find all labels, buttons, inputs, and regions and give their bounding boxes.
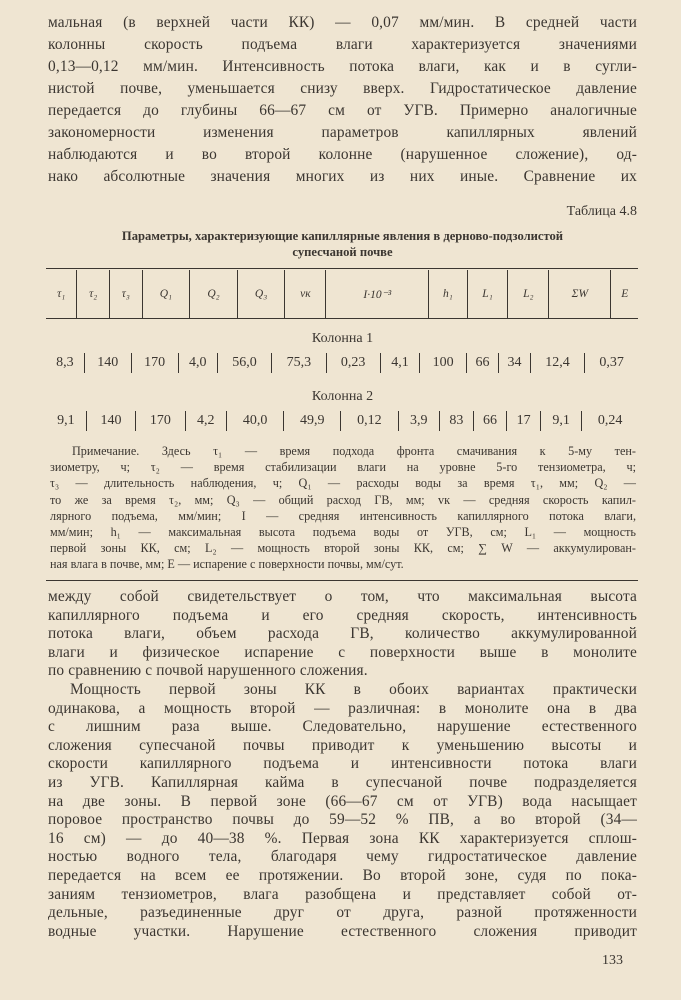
text-line: капиллярного подъема и его средняя скорость, интенсивность: [48, 606, 637, 624]
column-header: τ₃: [109, 270, 142, 318]
table-cell: 66: [473, 411, 507, 431]
table-cell: 0,23: [326, 353, 380, 373]
column-header: L₁: [467, 270, 508, 318]
column-header: vк: [285, 270, 326, 318]
table-title-line: Параметры, характеризующие капиллярные явления в дерново-подзолистой: [121, 229, 564, 243]
text-line: ностью водного тела, благодаря чему гидростатическое давление: [48, 848, 637, 866]
table-header: [46, 270, 638, 318]
text-line: Мощность первой зоны КК в обоих вариантах практически: [70, 680, 637, 698]
text-line: 16 см) — до 40—38 %. Первая зона КК характеризуется сплош-: [48, 829, 637, 847]
table-cell: 170: [131, 353, 178, 373]
table-cell: 56,0: [217, 353, 271, 373]
text-line: то же за время τ₂, мм; Q₃ — общий расход ГВ, мм; vк — средняя скорость капил-: [50, 492, 636, 507]
text-line: потока влаги, объем расхода ГВ, количество аккумулированной: [48, 625, 637, 643]
text-line: 0,13—0,12 мм/мин. Интенсивность потока влаги, как и в сугли-: [48, 58, 637, 75]
text-line: между собой свидетельствует о том, что максимальная высота: [48, 588, 637, 605]
table-title: [48, 228, 637, 260]
column-header: ΣW: [549, 270, 611, 318]
table-cell: 140: [86, 411, 135, 431]
text-line: нако абсолютные значения многих из них иные. Сравнение их: [48, 168, 637, 185]
table-cell: 9,1: [57, 413, 75, 428]
column-header: E: [611, 270, 638, 318]
table-cell: 8,3: [56, 355, 74, 370]
table-row: [46, 411, 638, 431]
text-line: τ₃ — длительность наблюдения, ч; Q₁ — расходы воды за время τ₁, мм; Q₂ —: [50, 476, 636, 491]
table-cell: 12,4: [530, 353, 584, 373]
text-line: скорости капиллярного подъема и интенсивности потока влаги: [48, 755, 637, 773]
column-header: I·10⁻³: [326, 270, 429, 318]
table-cell: 4,0: [178, 353, 217, 373]
table-caption: Таблица 4.8: [566, 204, 637, 219]
table-cell: 4,2: [185, 411, 226, 431]
column-header: Q₁: [142, 270, 190, 318]
table-cell: 49,9: [284, 411, 341, 431]
table-note: [50, 443, 636, 573]
text-line: дельные, разъединенные друг от друга, разной протяженности: [48, 904, 637, 922]
text-line: Примечание. Здесь τ₁ — время подхода фронта смачивания к 5-му тен-: [72, 444, 636, 458]
table-cell: 40,0: [227, 411, 284, 431]
table-cell: 0,12: [341, 411, 398, 431]
column-header: τ₁: [57, 288, 66, 300]
page-number: 133: [602, 953, 623, 968]
text-line: лярного подъема, мм/мин; I — средняя интенсивность капиллярного потока влаги,: [50, 508, 636, 523]
table-cell: 4,1: [380, 353, 419, 373]
table-cell: 66: [467, 353, 499, 373]
text-line: нистой почве, уменьшается снизу вверх. Гидростатическое давление: [48, 80, 637, 97]
text-line: колонны скорость подъема влаги характеризуется значениями: [48, 36, 637, 53]
text-line: с лишним раза выше. Следовательно, нарушение естественного: [48, 718, 637, 736]
text-line: водные участки. Нарушение естественного сложения приводит: [48, 922, 637, 940]
bottom-paragraphs: [48, 588, 637, 941]
text-line: передается до глубины 66—67 см от УГВ. Примерно аналогичные: [48, 102, 637, 119]
table-cell: 17: [507, 411, 541, 431]
text-line: первой зоны КК, см; L₂ — мощность второй зоны КК, см; ∑ W — аккумулирован-: [50, 541, 636, 556]
text-line: зиометру, ч; τ₂ — время стабилизации влаги на уровне 5-го тензиометра, ч;: [50, 460, 636, 475]
text-line: мальная (в верхней части КК) — 0,07 мм/мин. В средней части: [48, 14, 637, 31]
text-line: передается на всем ее протяжении. Во второй зоне, судя по пока-: [48, 866, 637, 884]
table-cell: 75,3: [272, 353, 326, 373]
table-title-line: супесчаной почве: [292, 245, 393, 259]
table-cell: 3,9: [398, 411, 439, 431]
group-label-2: Колонна 2: [311, 389, 374, 404]
table-cell: 170: [136, 411, 185, 431]
text-line: на две зоны. В первой зоне (66—67 см от УГВ) вода насыщает: [48, 792, 637, 810]
table-header-rule: [46, 318, 638, 319]
table-bottom-rule: [46, 580, 638, 581]
column-header: L₂: [508, 270, 549, 318]
table-cell: 34: [498, 353, 530, 373]
text-line: сложения супесчаной почвы приводит к уменьшению высоты и: [48, 736, 637, 754]
table-cell: 0,37: [585, 353, 638, 373]
column-header: h₁: [429, 270, 467, 318]
text-line: поровое пространство почвы до 59—52 % ПВ, а во второй (34—: [48, 811, 637, 829]
column-header: τ₂: [77, 270, 110, 318]
table-row: [46, 353, 638, 373]
table-cell: 140: [84, 353, 131, 373]
text-line: наблюдаются и во второй колонне (нарушенное сложение), од-: [48, 146, 637, 163]
table-cell: 0,24: [582, 411, 638, 431]
column-header: Q₂: [190, 270, 238, 318]
text-line: ная влага в почве, мм; E — испарение с поверхности почвы, мм/сут.: [50, 557, 404, 572]
group-label-1: Колонна 1: [311, 331, 374, 346]
text-line: влаги и физическое испарение с поверхности выше в монолите: [48, 643, 637, 661]
column-header: Q₃: [237, 270, 285, 318]
text-line: заниям тензиометров, влага разобщена и представляет собой от-: [48, 885, 637, 903]
table-cell: 9,1: [540, 411, 581, 431]
table-top-rule: [46, 268, 638, 269]
table-cell: 83: [440, 411, 474, 431]
top-paragraph: [48, 12, 637, 188]
text-line: одинакова, а мощность второй — различная: в монолите она в два: [48, 699, 637, 717]
text-line: из УГВ. Капиллярная кайма в супесчаной почве подразделяется: [48, 773, 637, 791]
text-line: по сравнению с почвой нарушенного сложения.: [48, 662, 368, 680]
table-cell: 100: [420, 353, 467, 373]
text-line: закономерности изменения параметров капиллярных явлений: [48, 124, 637, 141]
text-line: мм/мин; h₁ — максимальная высота подъема воды от УГВ, см; L₁ — мощность: [50, 524, 636, 539]
